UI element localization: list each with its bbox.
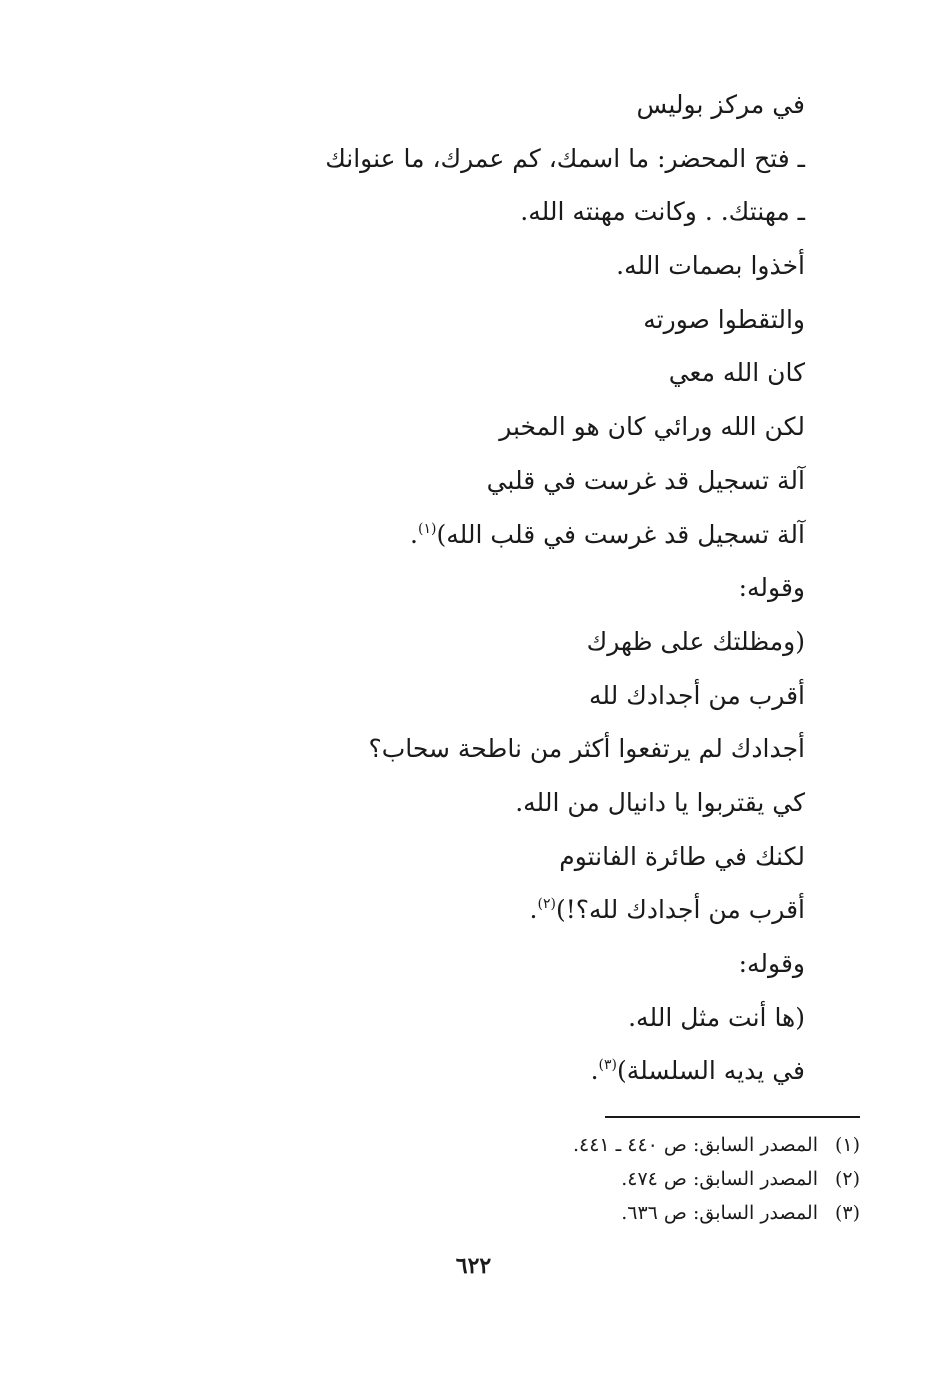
text-line (245, 615, 805, 669)
line-end-punct: . (529, 895, 538, 925)
text-line (245, 346, 805, 400)
footnote-number: (٣) (834, 1202, 860, 1224)
text-line (245, 883, 805, 937)
footnote-separator (605, 1116, 860, 1118)
page-number: ٦٢٢ (455, 1253, 492, 1279)
line-text: لكنك في طائرة الفانتوم (559, 841, 805, 871)
line-text: في يديه السلسلة) (616, 1056, 805, 1086)
text-line (245, 293, 805, 347)
footnote-item (440, 1128, 860, 1162)
line-text: ـ فتح المحضر: ما اسمك، كم عمرك، ما عنوانك (325, 143, 805, 173)
line-text: أجدادك لم يرتفعوا أكثر من ناطحة سحاب؟ (368, 734, 805, 764)
line-end-punct: . (410, 519, 418, 549)
line-text: أقرب من أجدادك لله؟!) (555, 895, 805, 925)
line-text: ـ مهنتك. . وكانت مهنته الله. (520, 197, 805, 227)
line-text: كي يقتربوا يا دانيال من الله. (515, 787, 805, 817)
footnote-ref[interactable]: (٢) (537, 896, 556, 913)
footnote-ref[interactable]: (١) (418, 520, 437, 537)
line-text: وقوله: (738, 573, 805, 603)
line-text: كان الله معي (668, 358, 805, 388)
line-text: في مركز بوليس (636, 90, 805, 119)
footnote-number: (١) (834, 1134, 860, 1156)
line-text: أخذوا بصمات الله. (616, 251, 805, 281)
text-line (245, 239, 805, 293)
text-line (245, 185, 805, 239)
line-text: لكن الله ورائي كان هو المخبر (499, 412, 805, 442)
footnote-text: المصدر السابق: ص ٤٤٠ ـ ٤٤١. (572, 1134, 818, 1156)
text-line (245, 991, 805, 1045)
text-line (245, 830, 805, 884)
footnote-text: المصدر السابق: ص ٤٧٤. (621, 1168, 818, 1190)
footnote-number: (٢) (834, 1168, 860, 1190)
line-end-punct: . (590, 1056, 599, 1086)
text-line (245, 561, 805, 615)
line-text: وقوله: (738, 949, 805, 978)
text-line (245, 508, 805, 562)
line-text: (ومظلتك على ظهرك (586, 626, 805, 656)
text-line (245, 937, 805, 991)
footnote-item (440, 1196, 860, 1230)
line-text: آلة تسجيل قد غرست في قلب الله) (436, 519, 805, 549)
line-text: آلة تسجيل قد غرست في قلبي (486, 465, 805, 495)
footnote-item (440, 1162, 860, 1196)
text-line (245, 1044, 805, 1098)
text-line (245, 722, 805, 776)
text-line (245, 454, 805, 508)
text-line (245, 78, 805, 132)
line-text: أقرب من أجدادك لله (589, 680, 805, 710)
text-line (245, 669, 805, 723)
footnotes (440, 1128, 860, 1230)
text-line (245, 776, 805, 830)
footnote-ref[interactable]: (٣) (598, 1057, 617, 1074)
line-text: والتقطوا صورته (643, 304, 805, 334)
text-line (245, 132, 805, 186)
poem-body (245, 78, 805, 1098)
footnote-text: المصدر السابق: ص ٦٣٦. (621, 1202, 818, 1224)
text-line (245, 400, 805, 454)
line-text: (ها أنت مثل الله. (628, 1002, 805, 1032)
